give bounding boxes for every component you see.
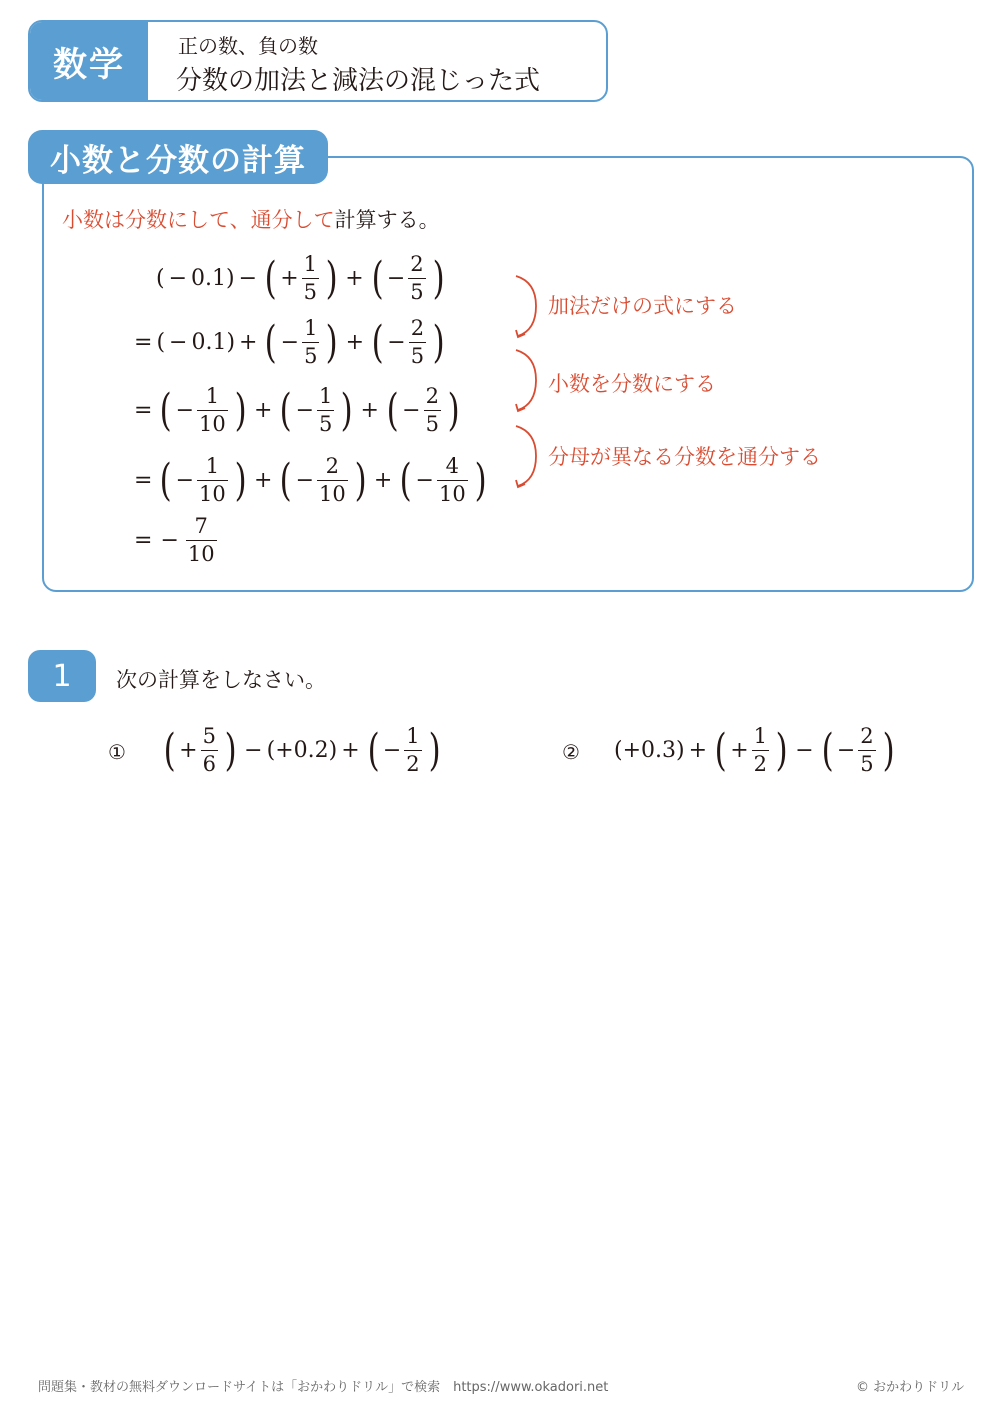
example-line-1: ( − 0.1) − ( + $\frac{1}{5}$ ) + ( − $\frac{2}{5}$ ) bbox=[156, 252, 445, 304]
note-1: 加法だけの式にする bbox=[548, 294, 737, 318]
example-line-4: = ( − $\frac{1}{10}$ ) + ( − $\frac{2}{10}$ ) + ( − $\frac{4}{10}$ ) bbox=[134, 454, 487, 506]
problem-label-1: ① bbox=[108, 740, 126, 764]
unit-label: 正の数、負の数 bbox=[178, 34, 318, 58]
problem-label-2: ② bbox=[562, 740, 580, 764]
problem-1-expression: ( + $\frac{5}{6}$ ) − ( + 0.2) + ( − $\frac{1}{2}$ ) bbox=[163, 724, 441, 776]
brace-arrow-3 bbox=[510, 422, 544, 492]
page-header bbox=[28, 20, 608, 102]
problem-2-expression: ( + 0.3) + ( + $\frac{1}{2}$ ) − ( − $\frac{2}{5}$ ) bbox=[614, 724, 895, 776]
example-line-3: = ( − $\frac{1}{10}$ ) + ( − $\frac{1}{5}$ ) + ( − $\frac{2}{5}$ ) bbox=[134, 384, 460, 436]
note-2: 小数を分数にする bbox=[548, 372, 716, 396]
rule-red-part1: 小数は分数にして、 bbox=[62, 208, 251, 232]
footer-site-info: 問題集・教材の無料ダウンロードサイトは「おかわりドリル」で検索 https://www.okadori.net bbox=[38, 1380, 609, 1395]
page-title: 分数の加法と減法の混じった式 bbox=[176, 66, 541, 96]
note-3: 分母が異なる分数を通分する bbox=[548, 445, 821, 469]
brace-arrow-2 bbox=[510, 346, 544, 416]
rule-text bbox=[62, 204, 440, 234]
subject-label: 数学 bbox=[30, 22, 148, 100]
brace-arrow-1 bbox=[510, 272, 544, 342]
example-line-5: = − $\frac{7}{10}$ bbox=[134, 514, 215, 566]
question-instruction: 次の計算をしなさい。 bbox=[116, 668, 326, 692]
footer-copyright: © おかわりドリル bbox=[856, 1380, 965, 1395]
question-number-badge: 1 bbox=[28, 650, 96, 702]
rule-black-part: 計算する。 bbox=[334, 208, 440, 232]
section-title: 小数と分数の計算 bbox=[28, 130, 328, 184]
rule-red-part2: 通分して bbox=[250, 208, 335, 232]
example-line-2: = ( − 0.1) + ( − $\frac{1}{5}$ ) + ( − $\frac{2}{5}$ ) bbox=[134, 316, 445, 368]
